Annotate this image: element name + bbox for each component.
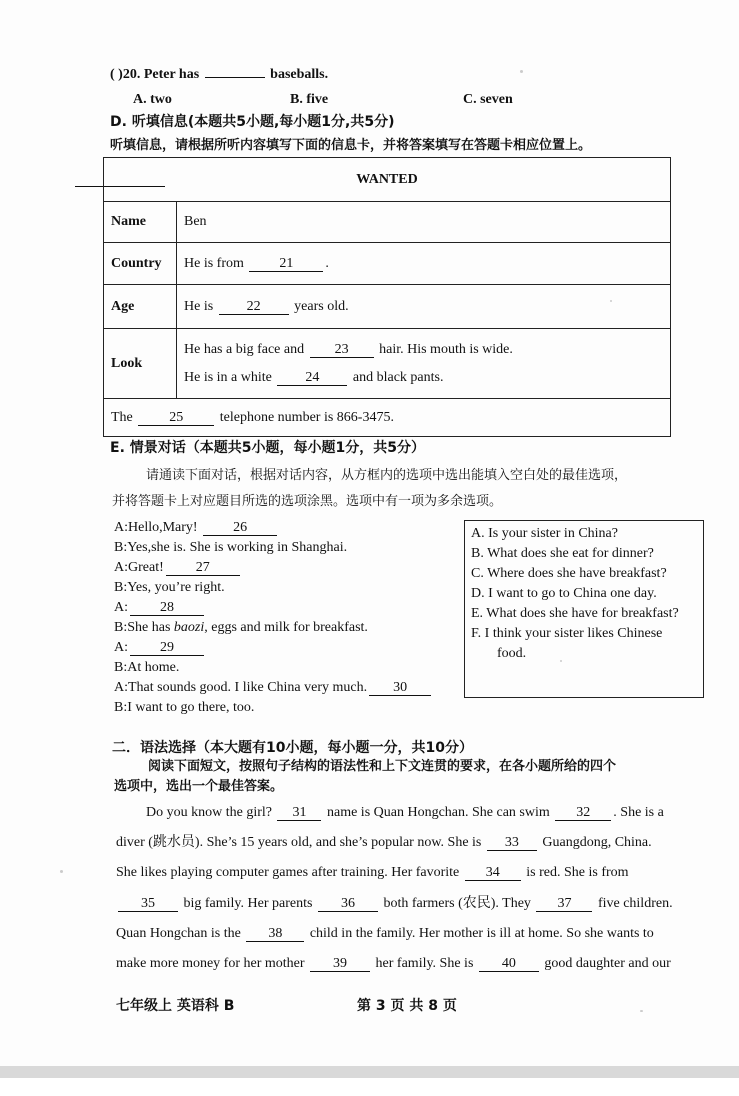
question-20: ( )20. Peter has baseballs.: [110, 67, 329, 82]
answer-blank-34[interactable]: 34: [465, 865, 521, 881]
answer-blank-39[interactable]: 39: [310, 956, 370, 972]
dialogue-line-1: A:Hello,Mary! 26: [114, 519, 279, 537]
option-f: F. I think your sister likes Chinese: [471, 626, 663, 641]
card-value-name: Ben: [177, 202, 671, 243]
answer-blank-25[interactable]: 25: [138, 410, 214, 426]
answer-blank-32[interactable]: 32: [555, 805, 611, 821]
section-e-title: E. 情景对话（本题共5小题，每小题1分，共5分）: [110, 440, 425, 456]
dialogue-line-10: B:I want to go there, too.: [114, 700, 255, 715]
footer-page-number: 第 3 页 共 8 页: [357, 998, 457, 1014]
card-footer: The 25 telephone number is 866-3475.: [104, 399, 671, 437]
scan-speck: [60, 870, 63, 873]
passage-line-1: Do you know the girl? 31 name is Quan Hongchan. She can swim 32 . She is a: [146, 805, 664, 820]
page-bottom-band: [0, 1066, 739, 1078]
passage-line-6: make more money for her mother 39 her family. She is 40 good daughter and our: [116, 956, 671, 971]
answer-blank-33[interactable]: 33: [487, 835, 537, 851]
answer-blank-28[interactable]: 28: [130, 600, 204, 616]
dialogue-line-8: B:At home.: [114, 660, 180, 675]
dialogue-line-9: A:That sounds good. I like China very much. 30: [114, 679, 433, 697]
dialogue-line-3: A:Great! 27: [114, 559, 242, 577]
wanted-card: [103, 157, 671, 437]
answer-blank-29[interactable]: 29: [130, 640, 204, 656]
passage-line-5: Quan Hongchan is the 38 child in the family. Her mother is ill at home. So she wants to: [116, 926, 654, 941]
option-e: E. What does she have for breakfast?: [471, 606, 679, 621]
answer-blank-35[interactable]: 35: [118, 896, 178, 912]
scan-speck: [560, 660, 562, 662]
passage-line-2: diver (跳水员). She’s 15 years old, and she’s popular now. She is 33 Guangdong, China.: [116, 835, 652, 850]
card-label-country: Country: [104, 243, 177, 285]
answer-blank-21[interactable]: 21: [249, 256, 323, 272]
answer-blank-40[interactable]: 40: [479, 956, 539, 972]
section-d-title: D. 听填信息(本题共5小题,每小题1分,共5分): [110, 114, 395, 130]
answer-blank-37[interactable]: 37: [536, 896, 592, 912]
option-b: B. What does she eat for dinner?: [471, 546, 654, 561]
answer-blank-22[interactable]: 22: [219, 299, 289, 315]
option-b: B. five: [290, 92, 329, 107]
answer-blank-36[interactable]: 36: [318, 896, 378, 912]
scan-speck: [640, 1010, 643, 1012]
options-box: [464, 520, 704, 698]
option-a: A. Is your sister in China?: [471, 526, 618, 541]
card-label-look: Look: [104, 329, 177, 399]
card-header: WANTED: [104, 158, 671, 202]
section-e-instruction-2: 并将答题卡上对应题目所选的选项涂黑。选项中有一项为多余选项。: [112, 494, 503, 509]
answer-blank[interactable]: [205, 77, 265, 78]
answer-blank-30[interactable]: 30: [369, 680, 431, 696]
card-value-look: He has a big face and 23 hair. His mouth is wide. He is in a white 24 and black pants.: [177, 329, 671, 399]
section-2-instruction-1: 阅读下面短文，按照句子结构的语法性和上下文连贯的要求，在各小题所给的四个: [148, 759, 617, 774]
section-2-instruction-2: 选项中，选出一个最佳答案。: [114, 779, 284, 794]
answer-paren: ( ): [110, 67, 123, 82]
card-label-name: Name: [104, 202, 177, 243]
card-value-age: He is 22 years old.: [177, 285, 671, 329]
section-d-instruction: 听填信息，请根据所听内容填写下面的信息卡，并将答案填写在答题卡相应位置上。: [110, 138, 592, 153]
answer-blank-24[interactable]: 24: [277, 370, 347, 386]
answer-blank-26[interactable]: 26: [203, 520, 277, 536]
option-c: C. seven: [463, 92, 513, 107]
passage-line-3: She likes playing computer games after training. Her favorite 34 is red. She is from: [116, 865, 629, 880]
option-c: C. Where does she have breakfast?: [471, 566, 667, 581]
option-f-cont: food.: [497, 646, 527, 661]
section-e-instruction-1: 请通读下面对话，根据对话内容，从方框内的选项中选出能填入空白处的最佳选项，: [146, 468, 628, 483]
passage-line-4: 35 big family. Her parents 36 both farmers (农民). They 37 five children.: [116, 895, 673, 913]
option-a: A. two: [133, 92, 172, 107]
dialogue-line-2: B:Yes,she is. She is working in Shanghai.: [114, 540, 348, 555]
scan-speck: [610, 300, 612, 302]
answer-blank-38[interactable]: 38: [246, 926, 304, 942]
scan-speck: [520, 70, 523, 73]
option-d: D. I want to go to China one day.: [471, 586, 657, 601]
card-label-age: Age: [104, 285, 177, 329]
section-2-title: 二．语法选择（本大题有10小题，每小题一分，共10分）: [112, 740, 473, 756]
dialogue-line-6: B:She has baozi, eggs and milk for breakfast.: [114, 620, 368, 635]
dialogue-line-5: A: 28: [114, 599, 206, 617]
dialogue-line-7: A: 29: [114, 639, 206, 657]
card-value-country: He is from 21 .: [177, 243, 671, 285]
footer-course: 七年级上 英语科 B: [116, 998, 235, 1014]
answer-blank-31[interactable]: 31: [277, 805, 321, 821]
answer-blank-27[interactable]: 27: [166, 560, 240, 576]
answer-blank-23[interactable]: 23: [310, 342, 374, 358]
dialogue-line-4: B:Yes, you’re right.: [114, 580, 225, 595]
